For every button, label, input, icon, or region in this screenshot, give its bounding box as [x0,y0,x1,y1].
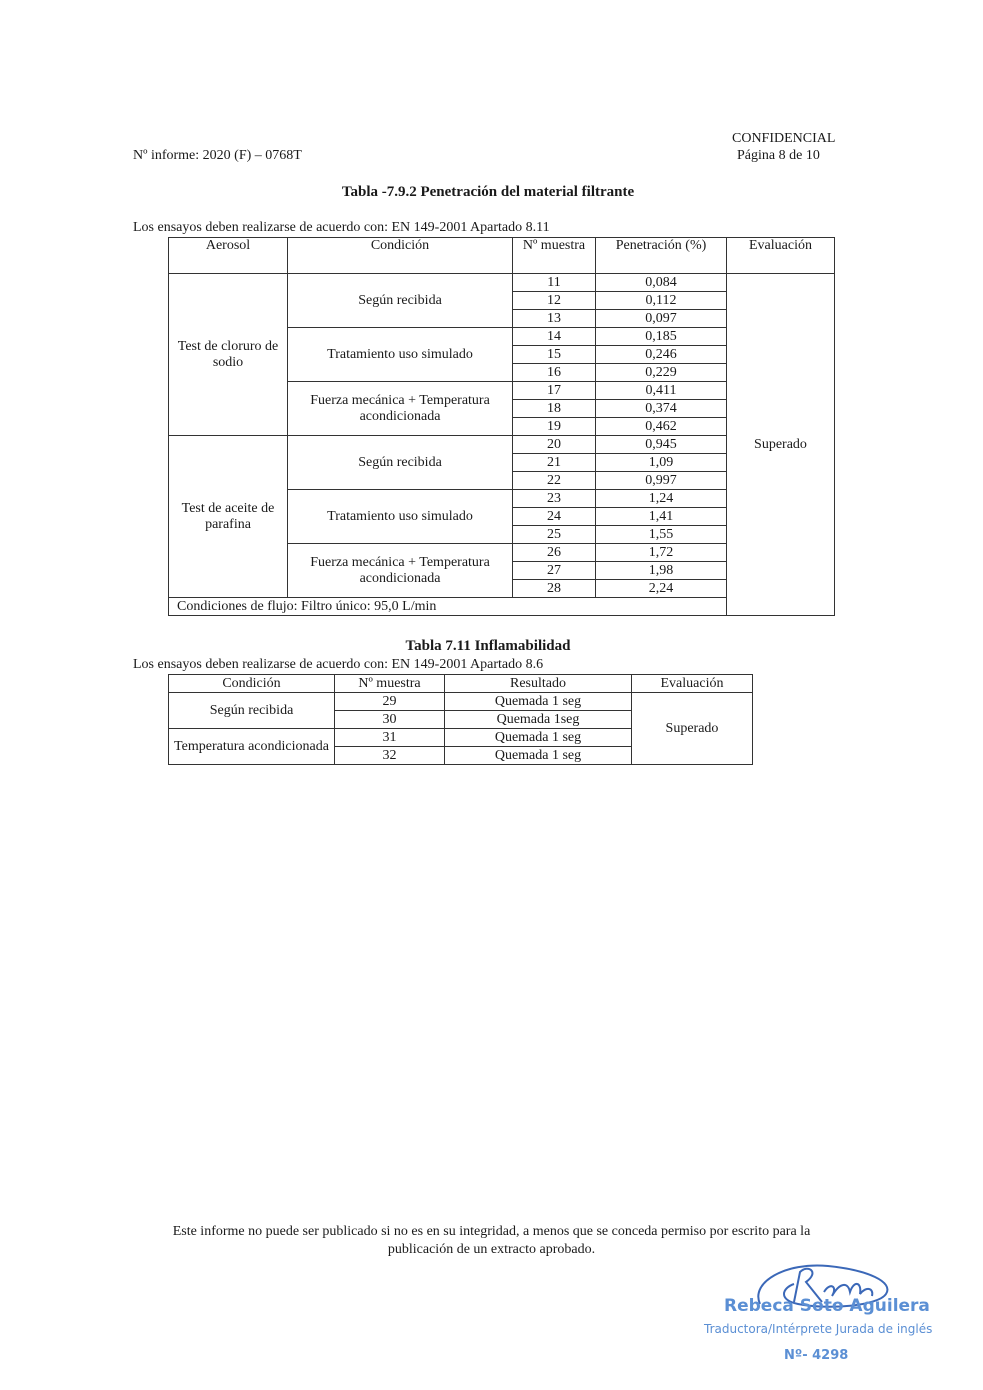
penetration-cell: 0,945 [596,436,727,454]
penetration-cell: 1,24 [596,490,727,508]
penetration-cell: 2,24 [596,580,727,598]
result-cell: Quemada 1 seg [445,693,632,711]
header-condition: Condición [288,238,513,274]
sample-cell: 27 [513,562,596,580]
stamp-number: Nº- 4298 [784,1348,849,1363]
table-header-row [169,675,753,693]
translator-stamp [698,1252,938,1372]
sample-cell: 18 [513,400,596,418]
sample-cell: 19 [513,418,596,436]
sample-cell: 11 [513,274,596,292]
flammability-table [168,674,753,765]
table2-title: Tabla 7.11 Inflamabilidad [405,638,571,654]
penetration-cell: 0,084 [596,274,727,292]
penetration-cell: 0,185 [596,328,727,346]
header-sample: Nº muestra [335,675,445,693]
aerosol-paraffin: Test de aceite de parafina [169,436,288,598]
footer-line-1: Este informe no puede ser publicado si no es en su integridad, a menos que se conceda permiso por escrito para la [172,1224,811,1239]
header-evaluation: Evaluación [632,675,753,693]
stamp-name: Rebeca Soto Aguilera [724,1296,930,1316]
table2-note: Los ensayos deben realizarse de acuerdo con: EN 149-2001 Apartado 8.6 [133,657,544,672]
condition-cell: Tratamiento uso simulado [288,490,513,544]
result-cell: Quemada 1 seg [445,729,632,747]
header-result: Resultado [445,675,632,693]
sample-cell: 23 [513,490,596,508]
sample-cell: 25 [513,526,596,544]
condition-cell: Fuerza mecánica + Temperatura acondicionada [288,382,513,436]
sample-cell: 31 [335,729,445,747]
aerosol-nacl: Test de cloruro de sodio [169,274,288,436]
result-cell: Quemada 1seg [445,711,632,729]
sample-cell: 28 [513,580,596,598]
sample-cell: 20 [513,436,596,454]
sample-cell: 12 [513,292,596,310]
evaluation-cell: Superado [727,274,835,616]
sample-cell: 13 [513,310,596,328]
condition-cell: Fuerza mecánica + Temperatura acondicionada [288,544,513,598]
sample-cell: 29 [335,693,445,711]
header-penetration: Penetración (%) [596,238,727,274]
table-row [169,274,835,292]
footer-line-2: publicación de un extracto aprobado. [387,1242,596,1257]
confidential-label: CONFIDENCIAL [732,131,836,146]
header-sample: Nº muestra [513,238,596,274]
table-header-row [169,238,835,274]
penetration-cell: 0,374 [596,400,727,418]
penetration-cell: 0,229 [596,364,727,382]
evaluation-cell: Superado [632,693,753,765]
sample-cell: 17 [513,382,596,400]
sample-cell: 21 [513,454,596,472]
penetration-cell: 0,097 [596,310,727,328]
table1-note: Los ensayos deben realizarse de acuerdo con: EN 149-2001 Apartado 8.11 [133,220,550,235]
sample-cell: 24 [513,508,596,526]
condition-cell: Según recibida [288,274,513,328]
sample-cell: 30 [335,711,445,729]
penetration-cell: 0,246 [596,346,727,364]
penetration-cell: 1,55 [596,526,727,544]
sample-cell: 32 [335,747,445,765]
penetration-cell: 0,112 [596,292,727,310]
penetration-cell: 1,41 [596,508,727,526]
header-condition: Condición [169,675,335,693]
penetration-cell: 0,462 [596,418,727,436]
sample-cell: 14 [513,328,596,346]
penetration-table [168,237,835,616]
report-number: Nº informe: 2020 (F) – 0768T [133,148,302,163]
result-cell: Quemada 1 seg [445,747,632,765]
stamp-role: Traductora/Intérprete Jurada de inglés [704,1322,933,1336]
sample-cell: 16 [513,364,596,382]
sample-cell: 26 [513,544,596,562]
header-evaluation: Evaluación [727,238,835,274]
condition-cell: Tratamiento uso simulado [288,328,513,382]
table1-title: Tabla -7.9.2 Penetración del material filtrante [341,184,635,200]
flow-conditions: Condiciones de flujo: Filtro único: 95,0 L/min [169,598,727,616]
sample-cell: 15 [513,346,596,364]
condition-cell: Según recibida [288,436,513,490]
penetration-cell: 1,09 [596,454,727,472]
condition-cell: Según recibida [169,693,335,729]
penetration-cell: 1,98 [596,562,727,580]
penetration-cell: 0,997 [596,472,727,490]
penetration-cell: 0,411 [596,382,727,400]
table-row [169,693,753,711]
page-number: Página 8 de 10 [737,148,820,163]
sample-cell: 22 [513,472,596,490]
penetration-cell: 1,72 [596,544,727,562]
header-aerosol: Aerosol [169,238,288,274]
condition-cell: Temperatura acondicionada [169,729,335,765]
